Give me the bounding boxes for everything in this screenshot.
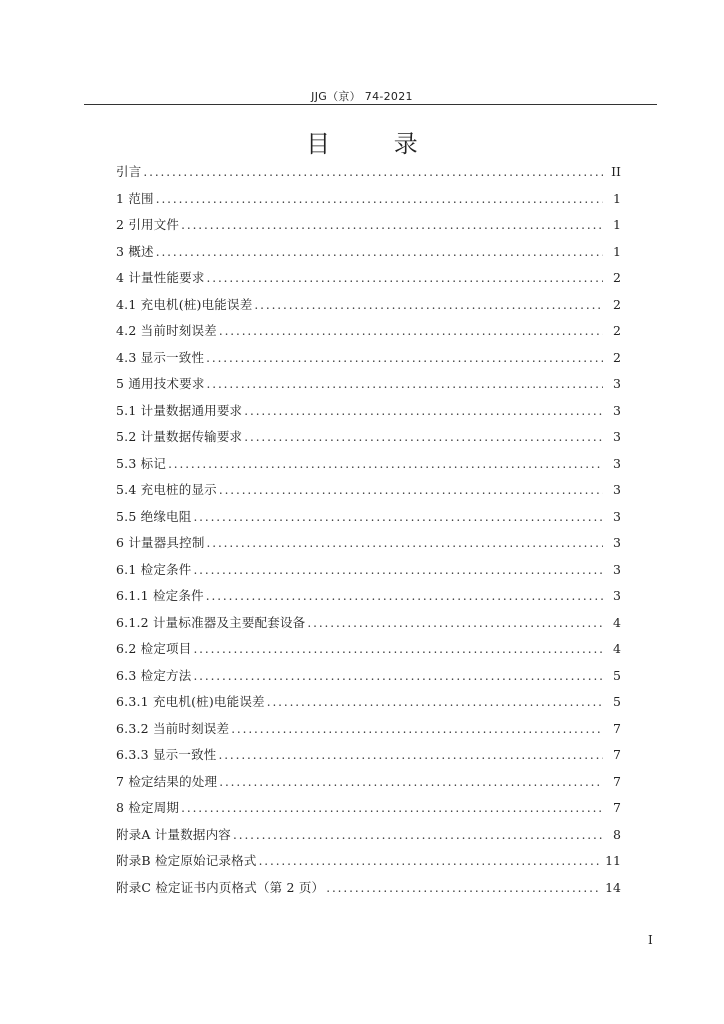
toc-entry-page: 3 [613, 535, 621, 550]
dot-leader [219, 481, 603, 499]
toc-entry[interactable] [116, 826, 621, 853]
toc-entry-page: 5 [613, 694, 621, 709]
toc-entry[interactable] [116, 799, 621, 826]
toc-entry-label: 5.2 计量数据传输要求 [116, 429, 243, 444]
dot-leader [307, 614, 603, 632]
toc-entry-page: 3 [613, 508, 621, 524]
toc-entry[interactable] [116, 746, 621, 773]
dot-leader [254, 296, 603, 314]
toc-entry[interactable] [116, 587, 621, 614]
dot-leader [181, 216, 603, 234]
toc-entry-page: 7 [613, 720, 621, 736]
toc-entry[interactable] [116, 163, 621, 190]
toc-entry-label: 4.3 显示一致性 [116, 349, 205, 365]
toc-entry[interactable] [116, 534, 621, 561]
dot-leader [156, 190, 603, 208]
dot-leader [181, 799, 603, 817]
dot-leader [143, 163, 603, 181]
dot-leader [244, 428, 603, 446]
toc-entry-label: 8 检定周期 [116, 800, 180, 815]
toc-entry[interactable] [116, 349, 621, 376]
toc-entry-label: 4.1 充电机(桩)电能误差 [116, 296, 253, 312]
toc-entry-page: 5 [613, 667, 621, 683]
toc-entry-label: 引言 [116, 164, 142, 179]
toc-entry-label: 6.1 检定条件 [116, 561, 192, 577]
dot-leader [206, 587, 603, 605]
toc-entry-page: 3 [613, 561, 621, 577]
toc-entry[interactable] [116, 614, 621, 641]
dot-leader [193, 667, 603, 685]
dot-leader [231, 720, 603, 738]
toc-entry[interactable] [116, 561, 621, 588]
toc-entry-page: 1 [613, 190, 621, 206]
toc-entry-label: 5.4 充电桩的显示 [116, 482, 217, 497]
toc-entry-label: 附录A 计量数据内容 [116, 826, 232, 842]
toc-entry-page: 8 [613, 826, 621, 842]
toc-entry-page: 2 [613, 270, 621, 285]
dot-leader [193, 561, 603, 579]
toc-entry-page: 1 [613, 217, 621, 232]
toc-entry-page: 3 [613, 455, 621, 471]
toc-entry-label: 7 检定结果的处理 [116, 773, 218, 789]
toc-entry-label: 5.1 计量数据通用要求 [116, 402, 243, 418]
toc-entry-page: 14 [605, 879, 621, 895]
toc-entry-label: 5 通用技术要求 [116, 376, 205, 391]
dot-leader [326, 879, 601, 897]
toc-entry[interactable] [116, 428, 621, 455]
toc-list [116, 163, 621, 905]
toc-entry-label: 6.3 检定方法 [116, 667, 192, 683]
dot-leader [207, 269, 603, 287]
toc-entry-label: 6.1.2 计量标准器及主要配套设备 [116, 614, 306, 630]
toc-entry-page: 11 [605, 853, 621, 868]
toc-entry-page: 7 [613, 773, 621, 789]
toc-entry[interactable] [116, 322, 621, 349]
toc-entry[interactable] [116, 481, 621, 508]
toc-entry[interactable] [116, 693, 621, 720]
toc-entry-page: 2 [613, 349, 621, 365]
toc-entry-page: 7 [613, 800, 621, 815]
toc-entry-label: 附录C 检定证书内页格式（第 2 页） [116, 879, 325, 895]
toc-entry[interactable] [116, 508, 621, 535]
page-number: I [648, 933, 653, 947]
toc-entry-label: 6.3.3 显示一致性 [116, 747, 217, 762]
toc-entry-page: 3 [613, 588, 621, 603]
toc-entry-label: 6 计量器具控制 [116, 535, 205, 550]
toc-entry[interactable] [116, 375, 621, 402]
toc-entry[interactable] [116, 455, 621, 482]
toc-entry-page: II [611, 164, 621, 179]
toc-entry-label: 6.3.1 充电机(桩)电能误差 [116, 694, 265, 709]
toc-entry[interactable] [116, 296, 621, 323]
dot-leader [193, 508, 603, 526]
dot-leader [219, 322, 603, 340]
dot-leader [267, 693, 603, 711]
toc-entry-label: 4.2 当前时刻误差 [116, 323, 217, 338]
dot-leader [207, 375, 603, 393]
toc-entry[interactable] [116, 773, 621, 800]
dot-leader [168, 455, 603, 473]
toc-entry[interactable] [116, 216, 621, 243]
toc-entry-page: 3 [613, 429, 621, 444]
toc-entry-label: 6.1.1 检定条件 [116, 588, 204, 603]
toc-entry[interactable] [116, 190, 621, 217]
toc-entry[interactable] [116, 402, 621, 429]
toc-entry[interactable] [116, 640, 621, 667]
toc-entry-page: 7 [613, 747, 621, 762]
toc-entry[interactable] [116, 269, 621, 296]
toc-entry-label: 5.5 绝缘电阻 [116, 508, 192, 524]
dot-leader [206, 349, 603, 367]
toc-entry-page: 2 [613, 296, 621, 312]
toc-entry-page: 3 [613, 482, 621, 497]
toc-entry-label: 5.3 标记 [116, 455, 167, 471]
toc-entry-label: 3 概述 [116, 243, 154, 259]
toc-entry[interactable] [116, 879, 621, 906]
header-rule [84, 104, 657, 105]
dot-leader [219, 773, 603, 791]
toc-entry-label: 6.3.2 当前时刻误差 [116, 720, 230, 736]
dot-leader [218, 746, 603, 764]
dot-leader [233, 826, 603, 844]
toc-entry-page: 3 [613, 376, 621, 391]
toc-entry-label: 4 计量性能要求 [116, 270, 205, 285]
toc-entry-page: 2 [613, 323, 621, 338]
toc-entry-page: 4 [613, 641, 621, 656]
toc-entry[interactable] [116, 243, 621, 270]
toc-entry-label: 6.2 检定项目 [116, 641, 192, 656]
toc-entry-page: 4 [613, 614, 621, 630]
toc-title: 目 录 [306, 130, 446, 158]
toc-entry-label: 2 引用文件 [116, 217, 180, 232]
toc-entry[interactable] [116, 720, 621, 747]
dot-leader [259, 852, 602, 870]
dot-leader [193, 640, 603, 658]
dot-leader [207, 534, 603, 552]
toc-entry-page: 3 [613, 402, 621, 418]
dot-leader [244, 402, 603, 420]
toc-entry-label: 1 范围 [116, 190, 154, 206]
toc-entry-page: 1 [613, 243, 621, 259]
toc-entry-label: 附录B 检定原始记录格式 [116, 853, 257, 868]
toc-entry[interactable] [116, 852, 621, 879]
toc-entry[interactable] [116, 667, 621, 694]
running-header: JJG（京） 74-2021 [311, 90, 413, 103]
dot-leader [156, 243, 603, 261]
